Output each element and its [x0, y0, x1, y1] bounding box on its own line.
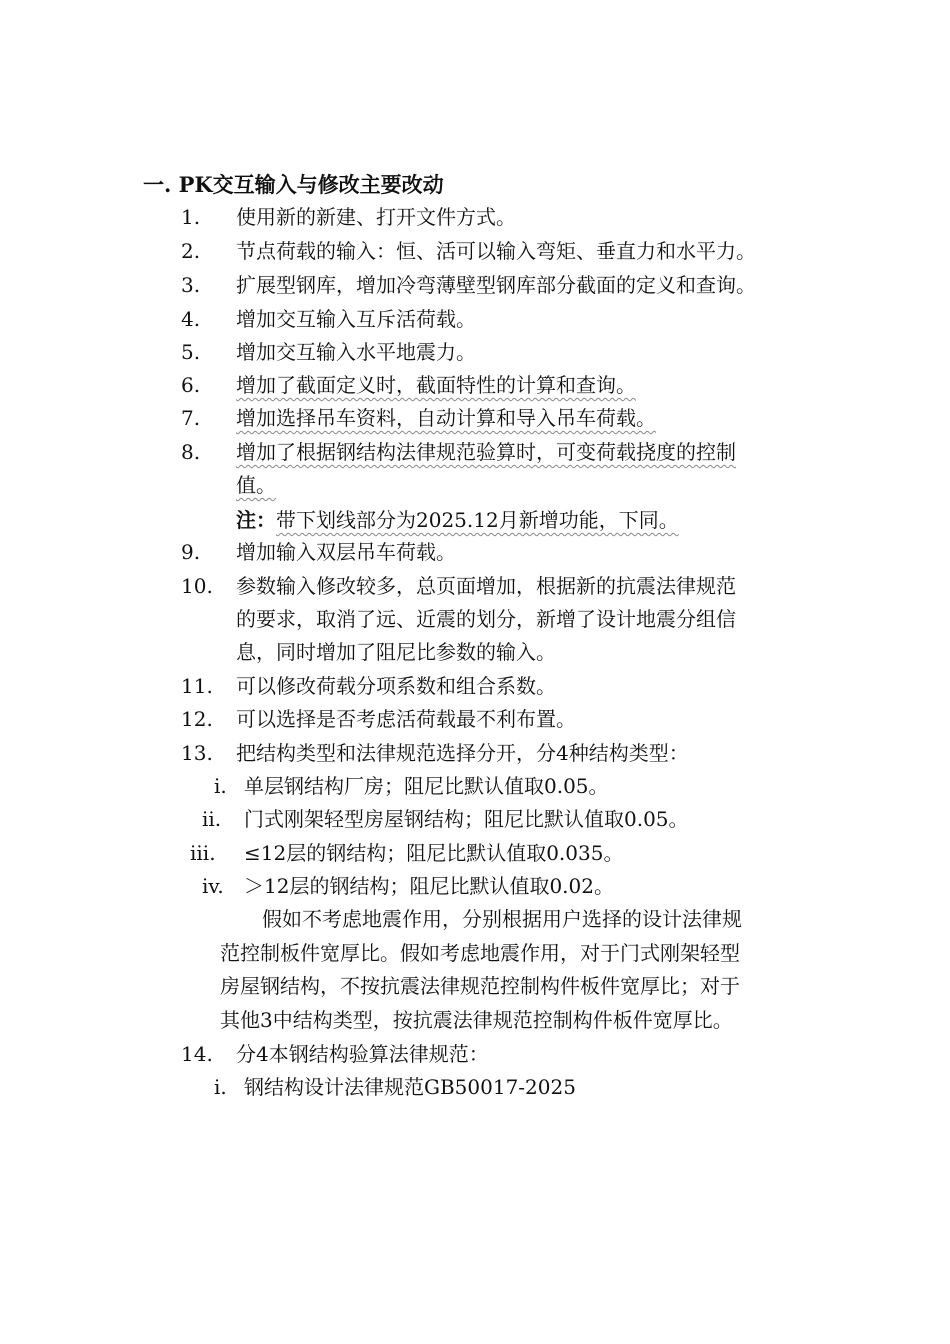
paragraph-line: 房屋钢结构，不按抗震法律规范控制构件板件宽厚比；对于 — [220, 974, 740, 998]
list-item-text: 增加了截面定义时，截面特性的计算和查询。 — [236, 373, 636, 397]
paragraph-line: 其他3中结构类型，按抗震法律规范控制构件板件宽厚比。 — [220, 1008, 733, 1032]
list-item-number: 10. — [181, 574, 213, 598]
list-item-text: 增加交互输入水平地震力。 — [236, 340, 476, 364]
sublist-number: ii. — [202, 807, 222, 831]
list-item-number: 3. — [181, 273, 201, 297]
list-item-text-continued: 息，同时增加了阻尼比参数的输入。 — [236, 640, 556, 664]
list-item-text: 可以选择是否考虑活荷载最不利布置。 — [236, 707, 576, 731]
paragraph-line: 假如不考虑地震作用，分别根据用户选择的设计法律规 — [262, 907, 742, 931]
sublist-number: iv. — [202, 874, 224, 898]
sublist-text: 钢结构设计法律规范GB50017-2025 — [244, 1075, 576, 1099]
list-item-text: 扩展型钢库，增加冷弯薄壁型钢库部分截面的定义和查询。 — [236, 273, 756, 297]
list-item-text-continued: 的要求，取消了远、近震的划分，新增了设计地震分组信 — [236, 607, 736, 631]
note-line — [236, 504, 679, 536]
section-heading: 一. PK交互输入与修改主要改动 — [143, 172, 444, 197]
list-item-text: 把结构类型和法律规范选择分开，分4种结构类型： — [236, 741, 689, 765]
list-item-number: 4. — [181, 307, 201, 331]
list-item-number: 7. — [181, 406, 201, 430]
list-item-text: 增加了根据钢结构法律规范验算时，可变荷载挠度的控制 — [236, 440, 736, 464]
list-item-text-continued: 值。 — [236, 473, 276, 497]
list-item-number: 8. — [181, 440, 201, 464]
list-item-text: 增加输入双层吊车荷载。 — [236, 540, 456, 564]
list-item-number: 13. — [181, 741, 213, 765]
sublist-number: i. — [214, 774, 227, 798]
paragraph-line: 范控制板件宽厚比。假如考虑地震作用，对于门式刚架轻型 — [220, 941, 740, 965]
list-item-number: 9. — [181, 540, 201, 564]
list-item-number: 1. — [181, 205, 201, 229]
list-item-number: 12. — [181, 707, 213, 731]
list-item-text: 分4本钢结构验算法律规范： — [236, 1042, 489, 1066]
note-label: 注： — [236, 508, 276, 532]
list-item-text: 参数输入修改较多，总页面增加，根据新的抗震法律规范 — [236, 574, 736, 598]
list-item-text: 使用新的新建、打开文件方式。 — [236, 205, 516, 229]
sublist-text: 门式刚架轻型房屋钢结构；阻尼比默认值取0.05。 — [244, 807, 689, 831]
list-item-text: 可以修改荷载分项系数和组合系数。 — [236, 674, 556, 698]
list-item-number: 2. — [181, 239, 201, 263]
sublist-text: 单层钢结构厂房；阻尼比默认值取0.05。 — [244, 774, 609, 798]
sublist-text: ≤12层的钢结构；阻尼比默认值取0.035。 — [244, 841, 624, 865]
list-item-text: 增加选择吊车资料，自动计算和导入吊车荷载。 — [236, 406, 656, 430]
note-text: 带下划线部分为2025.12月新增功能，下同。 — [276, 508, 679, 532]
sublist-number: i. — [214, 1075, 227, 1099]
list-item-number: 6. — [181, 373, 201, 397]
sublist-text: ＞12层的钢结构；阻尼比默认值取0.02。 — [244, 874, 614, 898]
list-item-number: 11. — [181, 674, 213, 698]
list-item-text: 节点荷载的输入：恒、活可以输入弯矩、垂直力和水平力。 — [236, 239, 756, 263]
list-item-number: 14. — [181, 1042, 213, 1066]
list-item-text: 增加交互输入互斥活荷载。 — [236, 307, 476, 331]
list-item-number: 5. — [181, 340, 201, 364]
sublist-number: iii. — [190, 841, 216, 865]
